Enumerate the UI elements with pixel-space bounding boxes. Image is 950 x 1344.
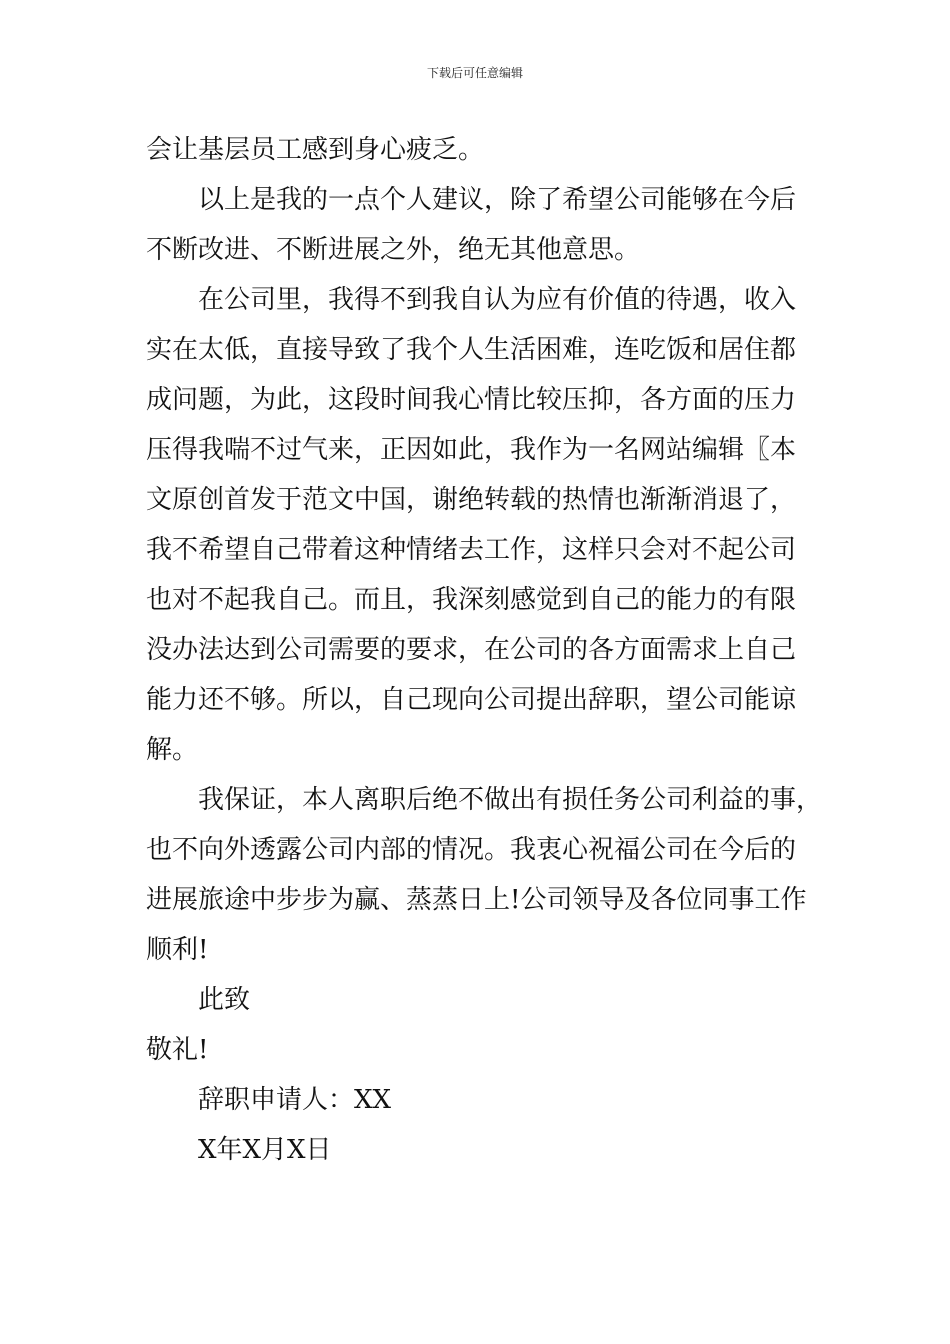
paragraph-suggestion: 以上是我的一点个人建议，除了希望公司能够在今后 (198, 185, 797, 215)
body-line: 没办法达到公司需要的要求，在公司的各方面需求上自己 (146, 635, 797, 665)
body-line: 不断改进、不断进展之外，绝无其他意思。 (146, 235, 641, 265)
paragraph-guarantee: 我保证，本人离职后绝不做出有损任务公司利益的事， (198, 785, 823, 815)
page-header-note: 下载后可任意编辑 (426, 66, 523, 80)
closing-regards: 敬礼! (146, 1035, 209, 1065)
body-line: 进展旅途中步步为赢、蒸蒸日上!公司领导及各位同事工作 (146, 885, 807, 915)
body-line: 压得我喘不过气来，正因如此，我作为一名网站编辑〖本 (146, 435, 797, 465)
signature-date: X年X月X日 (198, 1135, 332, 1165)
body-line: 能力还不够。所以，自己现向公司提出辞职，望公司能谅 (146, 685, 797, 715)
body-line: 实在太低，直接导致了我个人生活困难，连吃饭和居住都 (146, 335, 797, 365)
body-line: 也对不起我自己。而且，我深刻感觉到自己的能力的有限 (146, 585, 797, 615)
body-line: 成问题，为此，这段时间我心情比较压抑，各方面的压力 (146, 385, 797, 415)
body-line: 文原创首发于范文中国，谢绝转载的热情也渐渐消退了， (146, 485, 797, 515)
signature-applicant: 辞职申请人：XX (198, 1085, 392, 1115)
body-line: 也不向外透露公司内部的情况。我衷心祝福公司在今后的 (146, 835, 797, 865)
body-line: 会让基层员工感到身心疲乏。 (146, 135, 485, 165)
closing-salutation: 此致 (198, 985, 251, 1015)
body-line: 解。 (146, 735, 199, 765)
paragraph-reason: 在公司里，我得不到我自认为应有价值的待遇，收入 (198, 285, 797, 315)
body-line: 顺利! (146, 935, 209, 965)
body-line: 我不希望自己带着这种情绪去工作，这样只会对不起公司 (146, 535, 797, 565)
